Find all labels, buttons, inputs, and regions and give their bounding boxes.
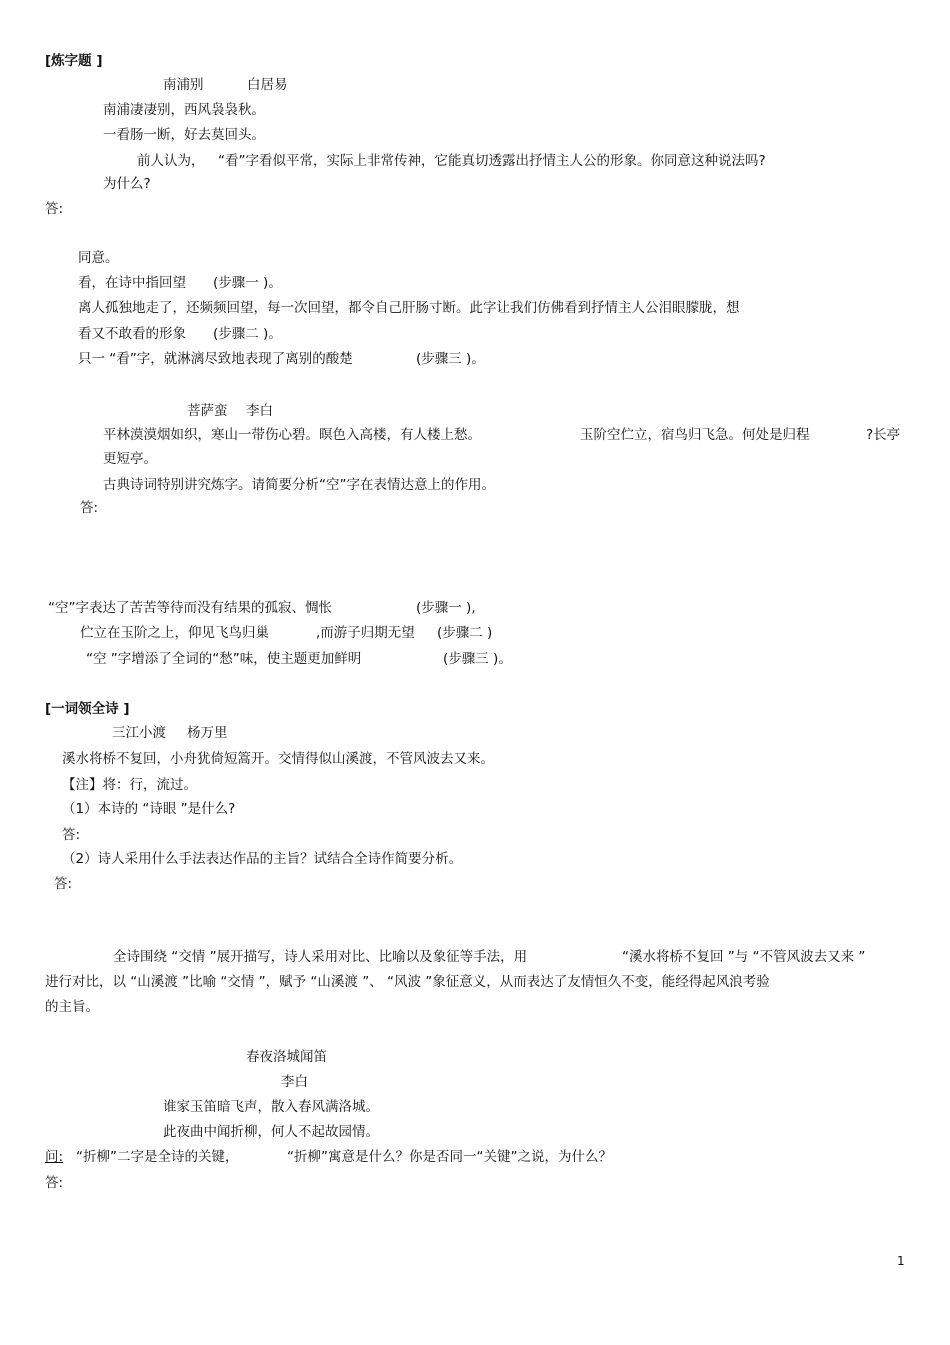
poem-line: ?长亭 — [866, 427, 901, 443]
section-heading-lianzi: [炼字题 ] — [45, 53, 103, 69]
answer-label: 答: — [45, 1175, 64, 1191]
poem-author: 杨万里 — [187, 725, 228, 741]
answer-text: ,而游子归期无望 — [316, 625, 415, 641]
answer-text: 看又不敢看的形象 — [78, 326, 186, 342]
answer-label: 答: — [80, 500, 99, 516]
answer-text: 伫立在玉阶之上，仰见飞鸟归巢 — [80, 625, 269, 641]
poem-title: 南浦别 — [163, 77, 204, 93]
question-text: 古典诗词特别讲究炼字。请简要分析“空”字在表情达意上的作用。 — [103, 477, 495, 493]
answer-text: 同意。 — [78, 250, 119, 266]
answer-label: 答: — [62, 827, 81, 843]
question-label: 问: — [45, 1149, 64, 1165]
answer-text: “溪水将桥不复回 ”与 “不管风波去又来 ” — [622, 949, 866, 965]
answer-label: 答: — [45, 201, 64, 217]
step-label: (步骤二 )。 — [213, 326, 282, 342]
question-text: “看”字看似平常，实际上非常传神，它能真切透露出抒情主人公的形象。你同意这种说法吗? — [218, 153, 766, 169]
answer-text: 看，在诗中指回望 — [78, 275, 186, 291]
answer-text: “空”字表达了苦苦等待而没有结果的孤寂、惆怅 — [48, 600, 332, 616]
question-text: 前人认为， — [137, 153, 205, 169]
step-label: (步骤一 )。 — [213, 275, 282, 291]
section-heading-yici: [一词领全诗 ] — [45, 701, 130, 717]
question-text: 为什么? — [103, 176, 151, 192]
question-text: （2）诗人采用什么手法表达作品的主旨？试结合全诗作简要分析。 — [62, 851, 463, 867]
answer-text: 进行对比，以 “山溪渡 ”比喻 “交情 ”，赋予 “山溪渡 ”、 “风波 ”象征意义，从而表达了友情恒久不变，能经得起风浪考验 — [45, 974, 770, 990]
poem-line: 平林漠漠烟如织，寒山一带伤心碧。暝色入高楼，有人楼上愁。 — [103, 427, 481, 443]
poem-title: 菩萨蛮 — [187, 403, 228, 419]
annotation-note: 【注】将：行，流过。 — [62, 777, 197, 793]
poem-author: 李白 — [246, 403, 273, 419]
poem-title: 三江小渡 — [112, 725, 166, 741]
poem-line: 南浦凄凄别，西风袅袅秋。 — [103, 102, 265, 118]
answer-text: 的主旨。 — [45, 999, 99, 1015]
poem-line: 谁家玉笛暗飞声，散入春风满洛城。 — [163, 1099, 379, 1115]
poem-author: 李白 — [281, 1074, 308, 1090]
poem-line: 更短亭。 — [103, 451, 157, 467]
page-number: 1 — [897, 1254, 905, 1268]
answer-text: 只一 “看”字，就淋漓尽致地表现了离别的酸楚 — [78, 351, 353, 367]
step-label: (步骤二 ) — [437, 625, 493, 641]
poem-line: 玉阶空伫立，宿鸟归飞急。何处是归程 — [580, 427, 810, 443]
answer-text: “空 ”字增添了全词的“愁”味，使主题更加鲜明 — [86, 651, 362, 667]
step-label: (步骤三 )。 — [443, 651, 512, 667]
step-label: (步骤三 )。 — [416, 351, 485, 367]
question-text: （1）本诗的 “诗眼 ”是什么? — [62, 801, 236, 817]
poem-line: 溪水将桥不复回，小舟犹倚短篙开。交情得似山溪渡，不管风波去又来。 — [62, 751, 494, 767]
poem-author: 白居易 — [247, 77, 288, 93]
question-text: “折柳”二字是全诗的关键， — [76, 1149, 239, 1165]
poem-title: 春夜洛城闻笛 — [246, 1049, 327, 1065]
answer-text: 全诗围绕 “交情 ”展开描写，诗人采用对比、比喻以及象征等手法，用 — [113, 949, 528, 965]
step-label: (步骤一 ), — [416, 600, 476, 616]
answer-label: 答: — [54, 876, 73, 892]
poem-line: 一看肠一断，好去莫回头。 — [103, 127, 265, 143]
poem-line: 此夜曲中闻折柳，何人不起故园情。 — [163, 1124, 379, 1140]
answer-text: 离人孤独地走了，还频频回望，每一次回望，都令自己肝肠寸断。此字让我们仿佛看到抒情主人公泪眼朦胧，想 — [78, 300, 740, 316]
question-text: “折柳”寓意是什么？你是否同一“关键”之说，为什么？ — [287, 1149, 612, 1165]
